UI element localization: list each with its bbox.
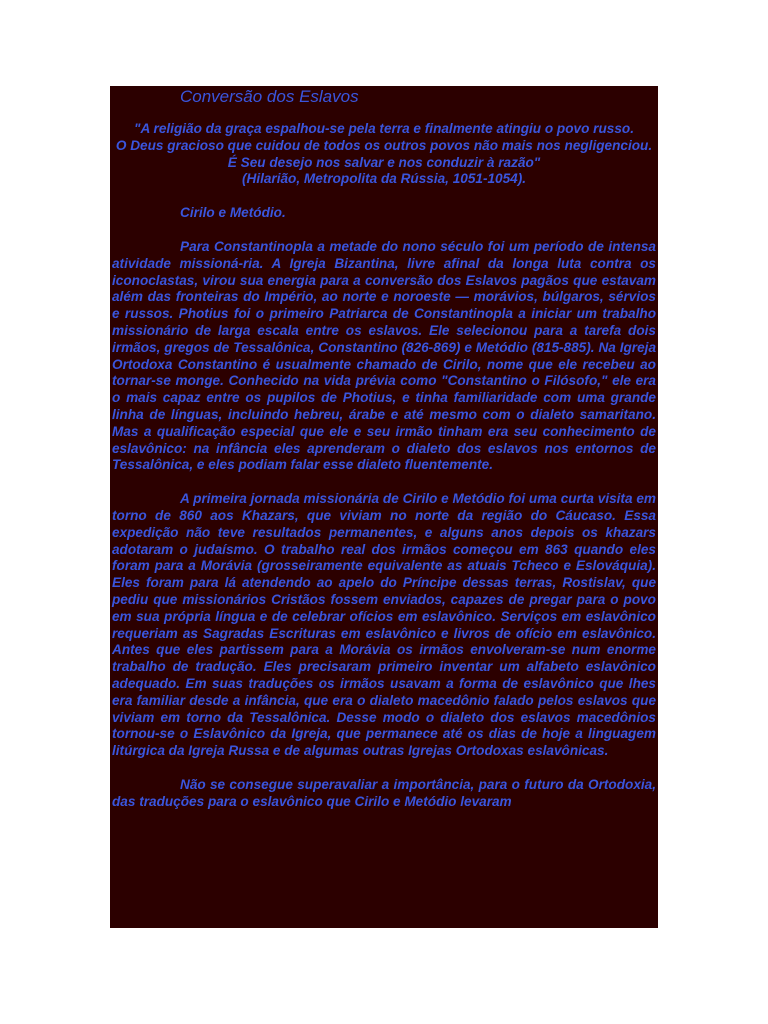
section-heading: Cirilo e Metódio. [180, 205, 286, 221]
quote-line: O Deus gracioso que cuidou de todos os outros povos não mais nos negligenciou. [115, 137, 653, 153]
quote-attribution: (Hilarião, Metropolita da Rússia, 1051-1054). [241, 171, 527, 187]
epigraph-quote [112, 121, 656, 188]
document-page [110, 86, 658, 928]
quote-line: "A religião da graça espalhou-se pela terra e finalmente atingiu o povo russo. [134, 121, 634, 136]
quote-line: É Seu desejo nos salvar e nos conduzir à razão" [227, 154, 541, 170]
body-paragraph: A primeira jornada missionária de Cirilo e Metódio foi uma curta visita em torno de 860 aos Khazars, que viviam no norte da região do Cáucaso. Essa expedição não teve resultados permanentes, e alguns anos depois os khazars adotaram o judaísmo. O trabalho real dos irmãos começou em 863 quando eles foram para a Morávia (grosseiramente equivalente as atuais Tcheco e Eslováquia). Eles foram para lá atendendo ao apelo do Príncipe dessas terras, Rostislav, que pediu que missionários Cristãos fossem enviados, capazes de pregar para o povo em sua própria língua e de celebrar ofícios em eslavônico. Serviços em eslavônico requeriam as Sagradas Escrituras em eslavônico e livros de ofício em eslavônico. Antes que eles partissem para a Morávia os irmãos envolveram-se num enorme trabalho de tradução. Eles precisaram primeiro inventar um alfabeto eslavônico adequado. Em suas traduções os irmãos usavam a forma de eslavônico que lhes era familiar desde a infância, que era o dialeto macedônio falado pelos eslavos que viviam em torno da Tessalônica. Desse modo o dialeto dos eslavos macedônios tornou-se o Eslavônico da Igreja, que permanece até os dias de hoje a linguagem litúrgica da Igreja Russa e de algumas outras Igrejas Ortodoxas eslavônicas. [112, 491, 656, 759]
body-paragraph: Para Constantinopla a metade do nono século foi um período de intensa atividade missioná-ria. A Igreja Bizantina, livre afinal da longa luta contra os iconoclastas, virou sua energia para a conversão dos Eslavos pagãos que estavam além das fronteiras do Império, ao norte e noroeste — morávios, búlgaros, sérvios e russos. Photius foi o primeiro Patriarca de Constantinopla a iniciar um trabalho missionário de larga escala entre os eslavos. Ele selecionou para a tarefa dois irmãos, gregos de Tessalônica, Constantino (826-869) e Metódio (815-885). Na Igreja Ortodoxa Constantino é usualmente chamado de Cirilo, nome que ele recebeu ao tornar-se monge. Conhecido na vida prévia como "Constantino o Filósofo," ele era o mais capaz entre os pupilos de Photius, e tinha familiaridade com uma grande linha de línguas, incluindo hebreu, árabe e até mesmo com o dialeto samaritano. Mas a qualificação especial que ele e seu irmão tinham era seu conhecimento de eslavônico: na infância eles aprenderam o dialeto dos eslavos nos entornos de Tessalônica, e eles podiam falar esse dialeto fluentemente. [112, 238, 656, 473]
document-title: Conversão dos Eslavos [180, 87, 359, 106]
body-paragraph: Não se consegue superavaliar a importância, para o futuro da Ortodoxia, das traduções para o eslavônico que Cirilo e Metódio levaram [112, 776, 656, 809]
